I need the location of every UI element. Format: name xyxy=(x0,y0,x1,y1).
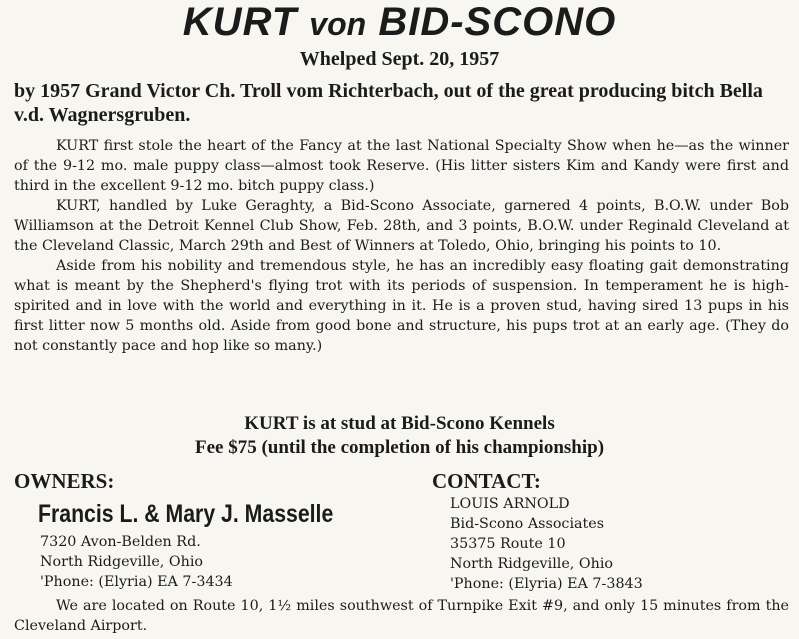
owners-address xyxy=(40,532,414,592)
title-von: von xyxy=(309,6,367,42)
contact-org: Bid-Scono Associates xyxy=(450,516,605,532)
contact-name: LOUIS ARNOLD xyxy=(450,496,570,512)
owners-heading: OWNERS: xyxy=(14,469,115,493)
owners-street: 7320 Avon-Belden Rd. xyxy=(40,534,201,550)
contact-heading: CONTACT: xyxy=(432,469,541,493)
whelped-date: Whelped Sept. 20, 1957 xyxy=(299,48,500,70)
pedigree-line: by 1957 Grand Victor Ch. Troll vom Richterbach, out of the great producing bitch Bella v.d. Wagnersgruben. xyxy=(14,80,763,126)
stud-location: KURT is at stud at Bid-Scono Kennels xyxy=(244,413,555,434)
title-kurt: KURT xyxy=(182,0,298,44)
stud-notice xyxy=(0,412,799,460)
owners-name: Francis L. & Mary J. Masselle xyxy=(38,500,334,528)
body-text xyxy=(14,136,789,356)
paragraph-specialty: KURT first stole the heart of the Fancy at the last National Specialty Show when he—as the winner of the 9-12 mo. male puppy class—almost took Reserve. (His litter sisters Kim and Kandy were first and third in the excellent 9-12 mo. bitch puppy class.) xyxy=(14,138,789,194)
contact-city: North Ridgeville, Ohio xyxy=(450,556,614,572)
page-title xyxy=(0,0,799,46)
owners-phone: 'Phone: (Elyria) EA 7-3434 xyxy=(40,574,233,590)
location-note: We are located on Route 10, 1½ miles southwest of Turnpike Exit #9, and only 15 minutes from the Cleveland Airport. xyxy=(14,598,789,634)
contact-street: 35375 Route 10 xyxy=(450,536,566,552)
contact-phone: 'Phone: (Elyria) EA 7-3843 xyxy=(450,576,643,592)
contact-address xyxy=(450,494,792,594)
stud-fee: Fee $75 (until the completion of his championship) xyxy=(194,437,605,458)
owners-city: North Ridgeville, Ohio xyxy=(40,554,204,570)
owners-section xyxy=(14,468,414,592)
contact-section xyxy=(432,468,792,594)
paragraph-points: KURT, handled by Luke Geraghty, a Bid-Scono Associate, garnered 4 points, B.O.W. under Bob Williamson at the Detroit Kennel Club Show, Feb. 28th, and 3 points, B.O.W. under Reginald Cleveland at the Cleveland Classic, March 29th and Best of Winners at Toledo, Ohio, bringing his points to 10. xyxy=(14,198,789,254)
paragraph-gait: Aside from his nobility and tremendous style, he has an incredibly easy floating gait demonstrating what is meant by the Shepherd's flying trot with its periods of suspension. In temperament he is high-spirited and in love with the world and everything in it. He is a proven stud, having sired 13 pups in his first litter now 5 months old. Aside from good bone and structure, his pups trot at an early age. (They do not constantly pace and hop like so many.) xyxy=(14,258,789,354)
title-kennel: BID-SCONO xyxy=(378,0,617,44)
